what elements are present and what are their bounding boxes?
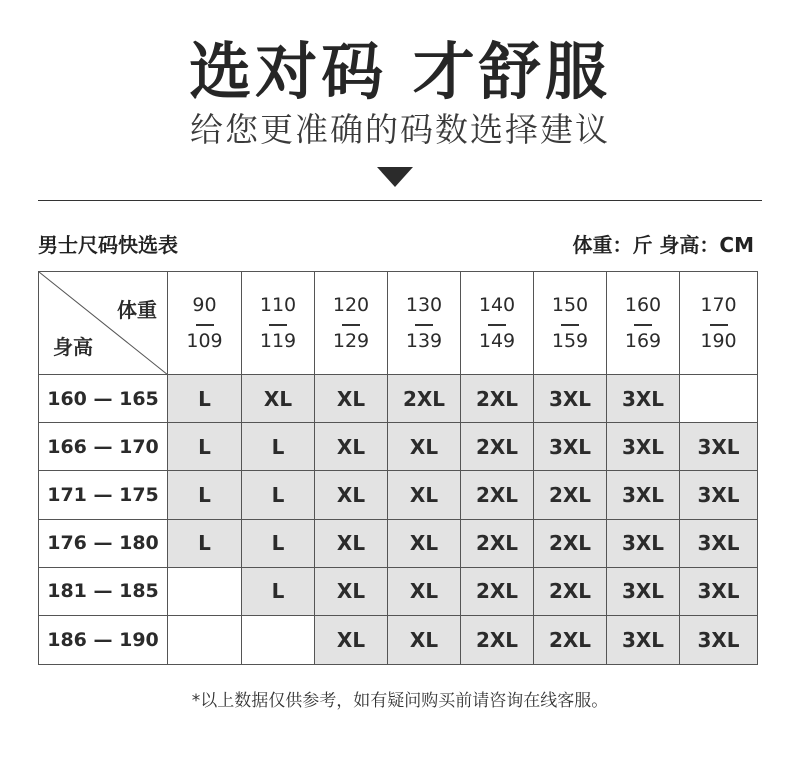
size-cell: L <box>168 520 242 568</box>
height-row-header: 186 — 190 <box>39 616 168 664</box>
weight-range-to: 139 <box>405 329 443 352</box>
weight-column-header <box>534 272 607 375</box>
height-row-header: 160 — 165 <box>39 375 168 423</box>
size-cell: 2XL <box>461 423 534 471</box>
size-cell: L <box>242 568 315 616</box>
range-dash <box>710 324 728 326</box>
size-cell: 2XL <box>461 520 534 568</box>
size-cell: L <box>242 423 315 471</box>
size-cell <box>168 568 242 616</box>
weight-column-header <box>315 272 388 375</box>
range-dash <box>415 324 433 326</box>
size-cell: 3XL <box>534 375 607 423</box>
size-cell: 3XL <box>680 471 757 519</box>
weight-range-from: 120 <box>332 293 370 316</box>
size-cell: 2XL <box>461 471 534 519</box>
size-cell: 3XL <box>607 471 680 519</box>
weight-range-to: 159 <box>551 329 589 352</box>
height-row-header: 181 — 185 <box>39 568 168 616</box>
size-cell: XL <box>388 568 461 616</box>
down-arrow-icon <box>377 167 413 187</box>
weight-column-header <box>168 272 242 375</box>
page-subtitle: 给您更准确的码数选择建议 <box>190 110 610 149</box>
size-cell: 3XL <box>680 423 757 471</box>
weight-range-to: 119 <box>259 329 297 352</box>
size-cell: XL <box>315 616 388 664</box>
size-cell: L <box>242 471 315 519</box>
weight-column-header <box>461 272 534 375</box>
size-cell: 2XL <box>534 616 607 664</box>
height-row-header: 176 — 180 <box>39 520 168 568</box>
range-dash <box>634 324 652 326</box>
size-cell: 2XL <box>461 568 534 616</box>
weight-column-header <box>388 272 461 375</box>
height-row-header: 171 — 175 <box>39 471 168 519</box>
size-cell: XL <box>388 520 461 568</box>
weight-range-from: 160 <box>624 293 662 316</box>
size-cell: XL <box>315 471 388 519</box>
size-cell: 3XL <box>680 568 757 616</box>
size-cell: 3XL <box>607 616 680 664</box>
size-cell: 3XL <box>680 520 757 568</box>
size-cell: L <box>168 471 242 519</box>
weight-range-to: 169 <box>624 329 662 352</box>
page-title: 选对码 才舒服 <box>189 35 611 108</box>
size-cell: 3XL <box>607 520 680 568</box>
size-cell: L <box>168 375 242 423</box>
weight-range-to: 109 <box>186 329 223 352</box>
weight-range-from: 170 <box>700 293 737 316</box>
size-cell <box>242 616 315 664</box>
size-cell: 2XL <box>534 520 607 568</box>
size-cell: XL <box>388 471 461 519</box>
size-chart-table <box>38 271 758 665</box>
table-title: 男士尺码快选表 <box>38 233 178 257</box>
size-cell: XL <box>315 520 388 568</box>
height-axis-label: 身高 <box>53 335 93 359</box>
size-cell: 3XL <box>607 423 680 471</box>
size-cell: XL <box>315 568 388 616</box>
size-cell: L <box>168 423 242 471</box>
weight-axis-label: 体重 <box>117 298 157 322</box>
size-cell <box>680 375 757 423</box>
weight-range-from: 90 <box>192 293 217 316</box>
size-cell: 3XL <box>534 423 607 471</box>
size-cell: 2XL <box>388 375 461 423</box>
size-cell: XL <box>388 616 461 664</box>
size-cell: 3XL <box>607 375 680 423</box>
weight-range-from: 150 <box>551 293 589 316</box>
height-row-header: 166 — 170 <box>39 423 168 471</box>
weight-range-from: 130 <box>405 293 443 316</box>
weight-column-header <box>607 272 680 375</box>
size-cell: 2XL <box>534 471 607 519</box>
size-cell: 3XL <box>607 568 680 616</box>
size-cell: 2XL <box>461 375 534 423</box>
size-cell: L <box>242 520 315 568</box>
corner-header-cell <box>39 272 168 375</box>
size-cell: XL <box>388 423 461 471</box>
weight-range-from: 110 <box>259 293 297 316</box>
size-cell: 3XL <box>680 616 757 664</box>
weight-range-to: 129 <box>332 329 370 352</box>
size-cell: XL <box>315 423 388 471</box>
weight-column-header <box>680 272 757 375</box>
weight-column-header <box>242 272 315 375</box>
divider <box>38 200 762 201</box>
range-dash <box>488 324 506 326</box>
size-cell: XL <box>315 375 388 423</box>
range-dash <box>561 324 579 326</box>
size-cell: 2XL <box>534 568 607 616</box>
weight-range-from: 140 <box>478 293 516 316</box>
size-cell: 2XL <box>461 616 534 664</box>
range-dash <box>196 324 214 326</box>
units-label: 体重：斤 身高：CM <box>572 233 754 257</box>
range-dash <box>269 324 287 326</box>
range-dash <box>342 324 360 326</box>
weight-range-to: 190 <box>700 329 737 352</box>
size-cell <box>168 616 242 664</box>
weight-range-to: 149 <box>478 329 516 352</box>
size-cell: XL <box>242 375 315 423</box>
footnote: *以上数据仅供参考，如有疑问购买前请咨询在线客服。 <box>191 691 609 711</box>
